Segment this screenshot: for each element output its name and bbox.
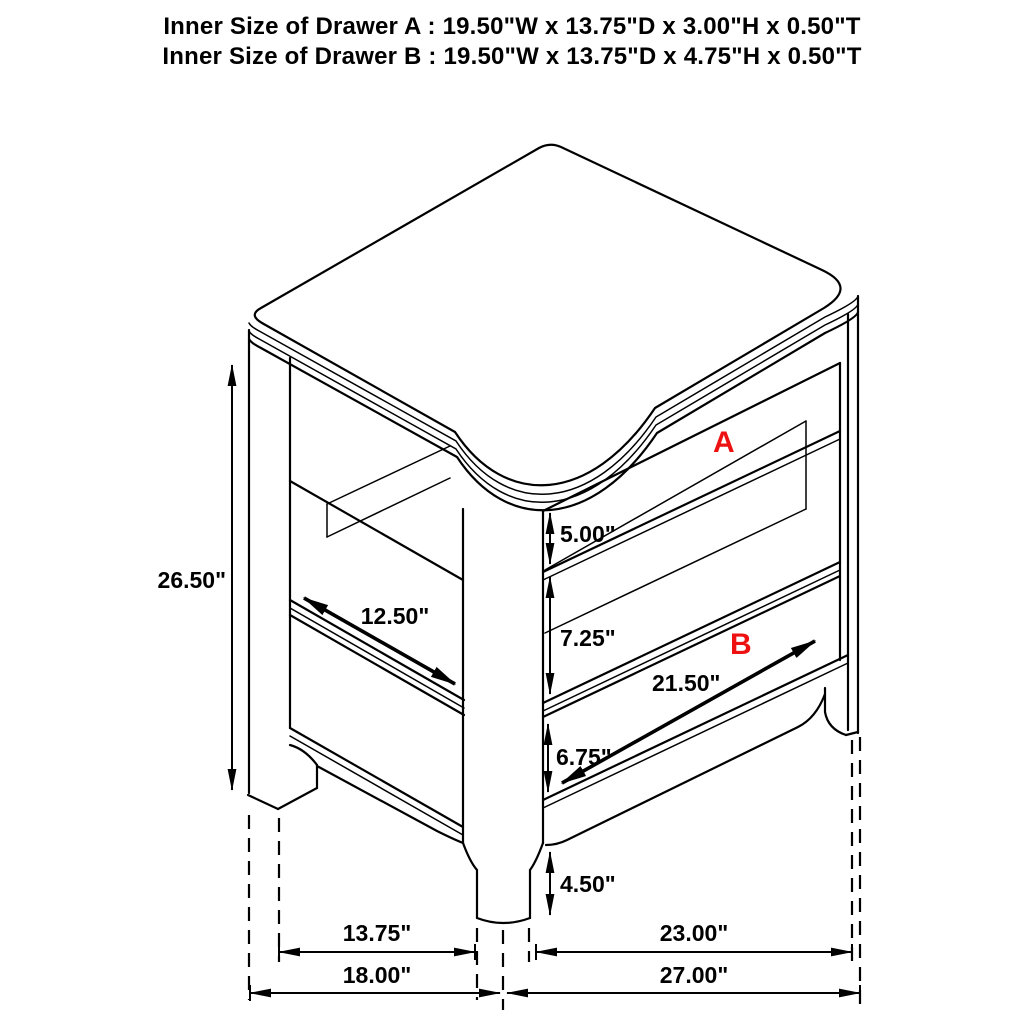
dimension-labels bbox=[158, 426, 752, 988]
drawer-b-opening-label: 6.75" bbox=[556, 744, 612, 770]
drawer-b-marker: B bbox=[730, 628, 752, 661]
front-corner-leg bbox=[463, 509, 543, 923]
front-left-width-label: 13.75" bbox=[342, 920, 412, 946]
shelf-width-label: 21.50" bbox=[652, 670, 721, 696]
drawer-a-opening-label: 5.00" bbox=[560, 521, 616, 547]
front-right-width-label: 23.00" bbox=[659, 920, 729, 946]
drawer-a-spec: Inner Size of Drawer A : 19.50"W x 13.75"D x 3.00"H x 0.50"T bbox=[163, 13, 861, 40]
leg-height-label: 4.50" bbox=[560, 871, 616, 897]
base-right-width-label: 27.00" bbox=[659, 962, 729, 988]
base-left-depth-label: 18.00" bbox=[342, 962, 412, 988]
left-side-panel bbox=[248, 330, 464, 843]
drawer-a-marker: A bbox=[713, 426, 735, 459]
shelf-depth-label: 12.50" bbox=[360, 603, 430, 629]
tabletop bbox=[249, 145, 858, 511]
shelf-opening-label: 7.25" bbox=[560, 625, 616, 651]
drawer-b-spec: Inner Size of Drawer B : 19.50"W x 13.75"D x 4.75"H x 0.50"T bbox=[162, 43, 862, 70]
dimension-lines bbox=[232, 365, 860, 1001]
overall-height-label: 26.50" bbox=[157, 567, 226, 593]
